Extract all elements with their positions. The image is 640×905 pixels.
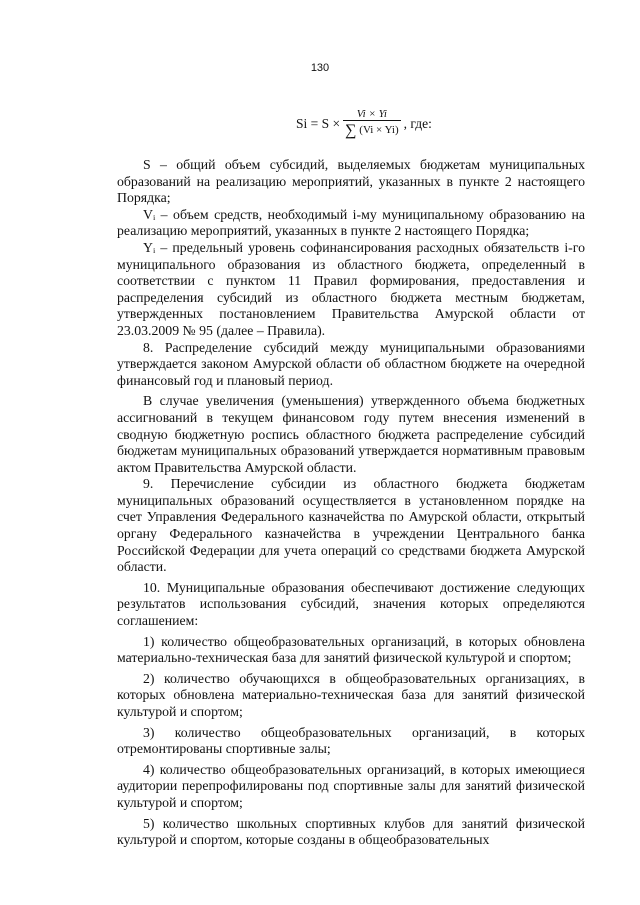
paragraph-def-y: Yᵢ – предельный уровень софинансирования расходных обязательств i-го муниципального образования из областного бюджета, определенный в соответствии с пунктом 11 Правил формирования, предоставления и распределения субсидий из областного бюджета местным бюджетам, утвержденных постановлением Правительства Амурской области от 23.03.2009 № 95 (далее – Правила).: [117, 239, 585, 338]
list-item-5: 5) количество школьных спортивных клубов для занятий физической культурой и спортом, которые созданы в общеобразовательных: [117, 815, 585, 848]
paragraph-9: 9. Перечисление субсидии из областного бюджета бюджетам муниципальных образований осуществляется в установленном порядке на счет Управления Федерального казначейства по Амурской области, открытый органу Федерального казначейства в учреждении Центрального банка Российской Федерации для учета операций со средствами бюджета Амурской области.: [117, 476, 585, 575]
subsidy-formula: [296, 108, 432, 140]
list-item-3: 3) количество общеобразовательных организаций, в которых отремонтированы спортивные залы;: [117, 724, 585, 757]
sigma-symbol: ∑: [345, 122, 357, 139]
paragraph-def-v: Vᵢ – объем средств, необходимый i-му муниципальному образованию на реализацию мероприятий, указанных в пункте 2 настоящего Порядка;: [117, 206, 585, 239]
paragraph-8: 8. Распределение субсидий между муниципальными образованиями утверждается законом Амурской области об областном бюджете на очередной финансовый год и плановый период.: [117, 339, 585, 388]
paragraph-10: 10. Муниципальные образования обеспечивают достижение следующих результатов использования субсидий, значения которых определяются соглашением:: [117, 579, 585, 629]
list-item-2: 2) количество обучающихся в общеобразовательных организациях, в которых обновлена материально-техническая база для занятий физической культурой и спортом;: [117, 670, 585, 719]
page-number: 130: [310, 62, 330, 74]
list-item-4: 4) количество общеобразовательных организаций, в которых имеющиеся аудитории перепрофилированы под спортивные залы для занятий физической культурой и спортом;: [117, 761, 585, 810]
formula-numerator: Vi × Yi: [356, 108, 387, 120]
document-body: [117, 157, 585, 849]
paragraph-def-s: S – общий объем субсидий, выделяемых бюджетам муниципальных образований на реализацию мероприятий, указанных в пункте 2 настоящего Порядка;: [117, 157, 585, 206]
formula-denominator: (Vi × Yi): [359, 124, 399, 136]
formula-suffix: , где:: [403, 116, 432, 131]
list-item-1: 1) количество общеобразовательных организаций, в которых обновлена материально-техническая база для занятий физической культурой и спортом;: [117, 633, 585, 666]
formula-lhs: Si = S ×: [296, 116, 341, 131]
formula-fraction: [343, 108, 401, 140]
formula-denominator-wrap: [343, 120, 401, 140]
paragraph-8-change: В случае увеличения (уменьшения) утвержденного объема бюджетных ассигнований в текущем финансовом году путем внесения изменений в сводную бюджетную роспись областного бюджета распределение субсидий бюджетам муниципальных образований утверждается нормативным правовым актом Правительства Амурской области.: [117, 393, 585, 475]
